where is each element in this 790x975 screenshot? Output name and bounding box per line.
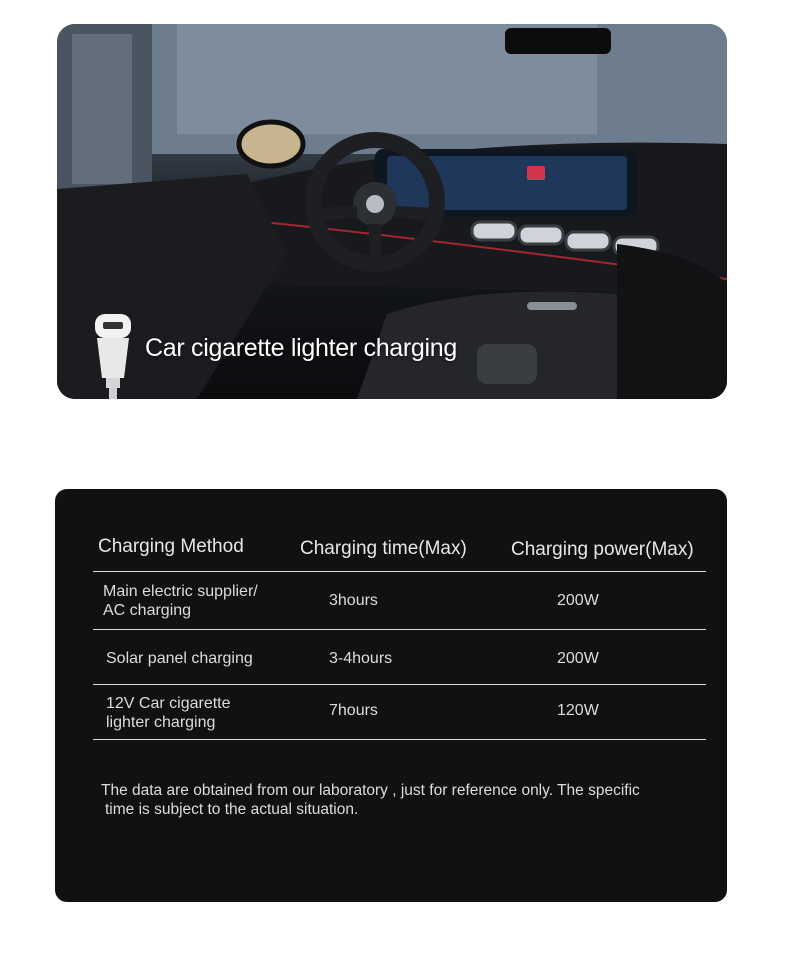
header-charging-power: Charging power(Max): [511, 539, 694, 560]
car-charger-icon: [93, 312, 133, 399]
method-line-2: lighter charging: [106, 714, 216, 731]
table-divider: [93, 684, 706, 685]
hero-image-car-interior: [57, 24, 727, 399]
method-line-1: 12V Car cigarette: [106, 695, 231, 712]
table-divider: [93, 629, 706, 630]
note-line-2: time is subject to the actual situation.: [105, 801, 359, 818]
header-charging-time: Charging time(Max): [300, 538, 467, 559]
table-row-2-method: Solar panel charging: [106, 650, 253, 667]
table-row-1-power: 200W: [557, 592, 599, 609]
table-divider: [93, 739, 706, 740]
charging-table-panel: [55, 489, 727, 902]
table-row-2-time: 3-4hours: [329, 650, 393, 667]
table-row-3-method: [106, 694, 231, 732]
table-row-1-method: [103, 582, 258, 620]
header-charging-method: Charging Method: [98, 536, 244, 557]
note-line-1: The data are obtained from our laboratory , just for reference only. The specific: [101, 782, 640, 799]
table-row-1-time: 3hours: [329, 592, 378, 609]
method-line-2: AC charging: [103, 602, 192, 619]
table-row-3-power: 120W: [557, 702, 599, 719]
table-row-2-power: 200W: [557, 650, 599, 667]
table-divider: [93, 571, 706, 572]
disclaimer-note: [101, 781, 701, 819]
hero-caption: Car cigarette lighter charging: [145, 334, 457, 362]
method-line-1: Main electric supplier/: [103, 583, 258, 600]
table-row-3-time: 7hours: [329, 702, 378, 719]
